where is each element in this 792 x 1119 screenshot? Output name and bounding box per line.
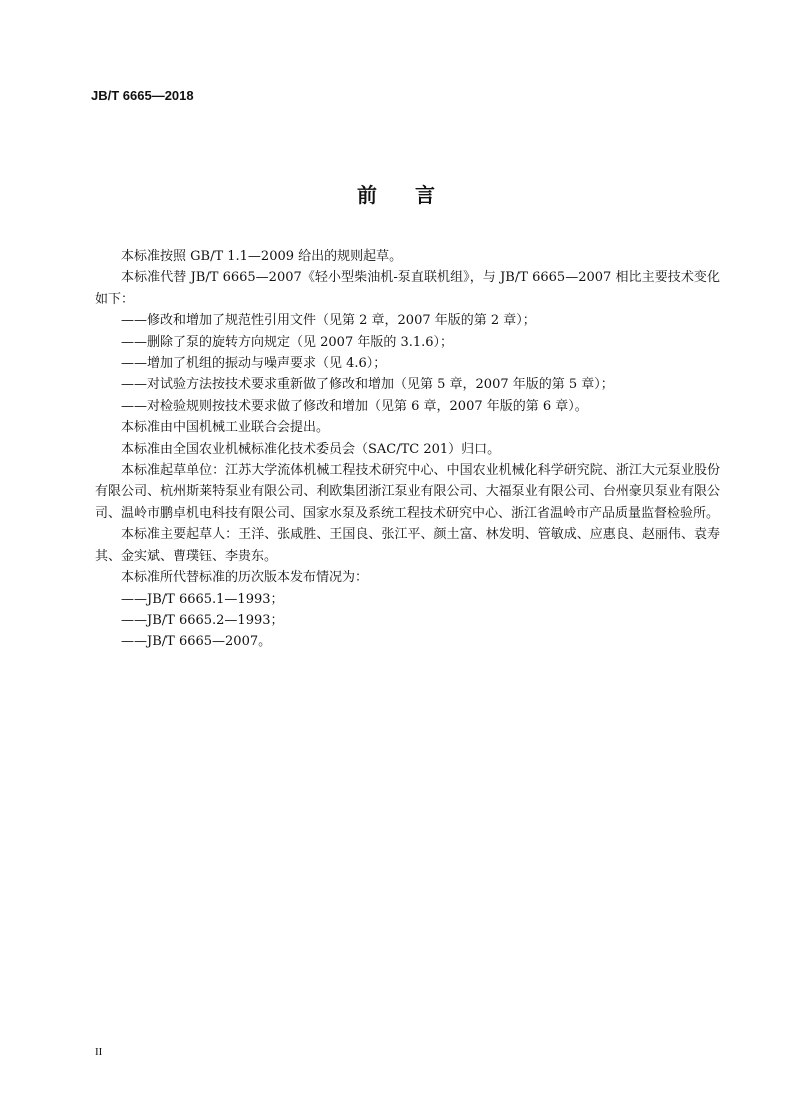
paragraph-centralized-by: 本标准由全国农业机械标准化技术委员会（SAC/TC 201）归口。 bbox=[121, 441, 501, 457]
change-item: ——对试验方法按技术要求重新做了修改和增加（见第 5 章，2007 年版的第 5 章）； bbox=[121, 377, 614, 393]
change-item: ——增加了机组的振动与噪声要求（见 4.6）； bbox=[121, 356, 387, 372]
standard-id: JB/T 6665—2018 bbox=[91, 88, 194, 103]
history-item: ——JB/T 6665.2—1993； bbox=[121, 612, 284, 628]
paragraph-drafters: 本标准主要起草人：王洋、张咸胜、王国良、张江平、颜土富、林发明、管敏成、应惠良、赵丽伟、袁寿其、金实斌、曹璞钰、李贵东。 bbox=[95, 527, 720, 564]
change-item: ——修改和增加了规范性引用文件（见第 2 章，2007 年版的第 2 章）； bbox=[121, 313, 536, 329]
paragraph-drafting-units: 本标准起草单位：江苏大学流体机械工程技术研究中心、中国农业机械化科学研究院、浙江大元泵业股份有限公司、杭州斯莱特泵业有限公司、利欧集团浙江泵业有限公司、大福泵业有限公司、台州豪贝泵业有限公司、温岭市鹏卓机电科技有限公司、国家水泵及系统工程技术研究中心、浙江省温岭市产品质量监督检验所。 bbox=[95, 463, 720, 521]
foreword-body bbox=[95, 246, 720, 653]
page-number: II bbox=[95, 1046, 103, 1058]
change-item: ——删除了泵的旋转方向规定（见 2007 年版的 3.1.6）； bbox=[121, 334, 454, 350]
page-title bbox=[0, 179, 792, 208]
title-char-1: 前 bbox=[357, 183, 377, 207]
history-item: ——JB/T 6665—2007。 bbox=[121, 634, 272, 650]
paragraph-replaces: 本标准代替 JB/T 6665—2007《轻小型柴油机-泵直联机组》，与 JB/T 6665—2007 相比主要技术变化如下： bbox=[95, 270, 720, 307]
title-char-2: 言 bbox=[415, 183, 435, 207]
change-item: ——对检验规则按技术要求做了修改和增加（见第 6 章，2007 年版的第 6 章）。 bbox=[121, 398, 588, 414]
paragraph-proposed-by: 本标准由中国机械工业联合会提出。 bbox=[121, 420, 330, 436]
paragraph-history: 本标准所代替标准的历次版本发布情况为： bbox=[121, 570, 369, 586]
history-item: ——JB/T 6665.1—1993； bbox=[121, 591, 284, 607]
paragraph-drafting-rules: 本标准按照 GB/T 1.1—2009 给出的规则起草。 bbox=[121, 249, 403, 264]
